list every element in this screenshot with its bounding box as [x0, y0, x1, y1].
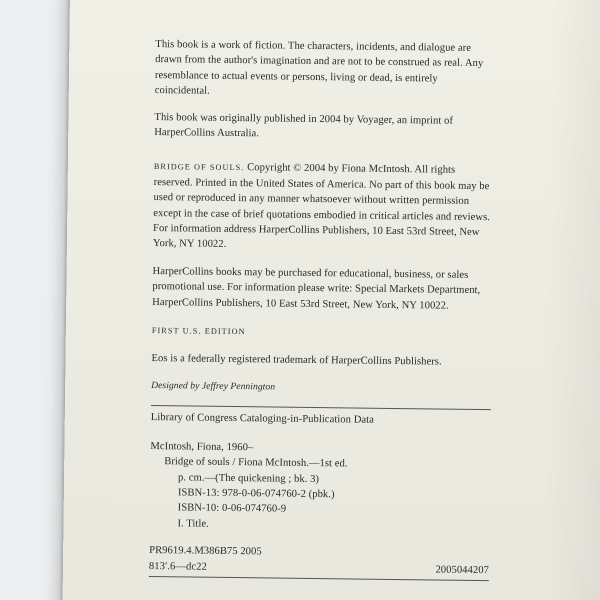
cip-call-number: PR9619.4.M386B75 2005: [149, 545, 262, 558]
cip-series: p. cm.—(The quickening ; bk. 3): [177, 471, 320, 485]
cip-author: McIntosh, Fiona, 1960–: [150, 440, 254, 453]
special-markets-notice: HarperCollins books may be purchased for educational, business, or sales promotional use. For information please write: Special Markets Department, HarperCollins Publishers, 10 East 53rd Street, New York, NY 10022.: [152, 265, 481, 312]
copyright-text: Copyright © 2004 by Fiona McIntosh. All rights reserved. Printed in the United States of America. No part of this book may be used or reproduced in any manner whatsoever without written permission except in the case of brief quotations embodied in critical articles and reviews. For information address HarperCollins Publishers, 10 East 53rd Street, New York, NY 10022.: [152, 162, 491, 251]
cip-isbn13: ISBN-13: 978-0-06-074760-2 (pbk.): [177, 487, 335, 501]
cip-top-rule: [151, 405, 491, 410]
book-title-smallcaps: BRIDGE OF SOULS.: [153, 162, 245, 173]
cip-subject: I. Title.: [177, 518, 209, 530]
page-text: [149, 37, 496, 581]
cip-lccn: 2005044207: [435, 564, 490, 576]
copyright-notice: [153, 159, 494, 256]
trademark-notice: Eos is a federally registered trademark of HarperCollins Publishers.: [151, 352, 442, 368]
original-publication: This book was originally published in 2004 by Voyager, an imprint of HarperCollins Australia.: [154, 111, 454, 140]
edition-label: FIRST U.S. EDITION: [151, 326, 246, 337]
designer-credit: Designed by Jeffrey Pennington: [151, 379, 276, 393]
cip-bottom-row: [149, 559, 489, 579]
cip-header: Library of Congress Cataloging-in-Publication Data: [150, 412, 374, 427]
cip-dewey: 813′.6—dc22: [148, 560, 207, 573]
copyright-page: [62, 0, 600, 600]
cip-title: Bridge of souls / Fiona McIntosh.—1st ed.: [164, 456, 348, 470]
fiction-notice: This book is a work of fiction. The characters, incidents, and dialogue are drawn from the author's imagination and are not to be construed as real. Any resemblance to actual events or persons, living or dead, is entirely coincidental.: [154, 39, 484, 97]
cip-isbn10: ISBN-10: 0-06-074760-9: [177, 502, 287, 516]
